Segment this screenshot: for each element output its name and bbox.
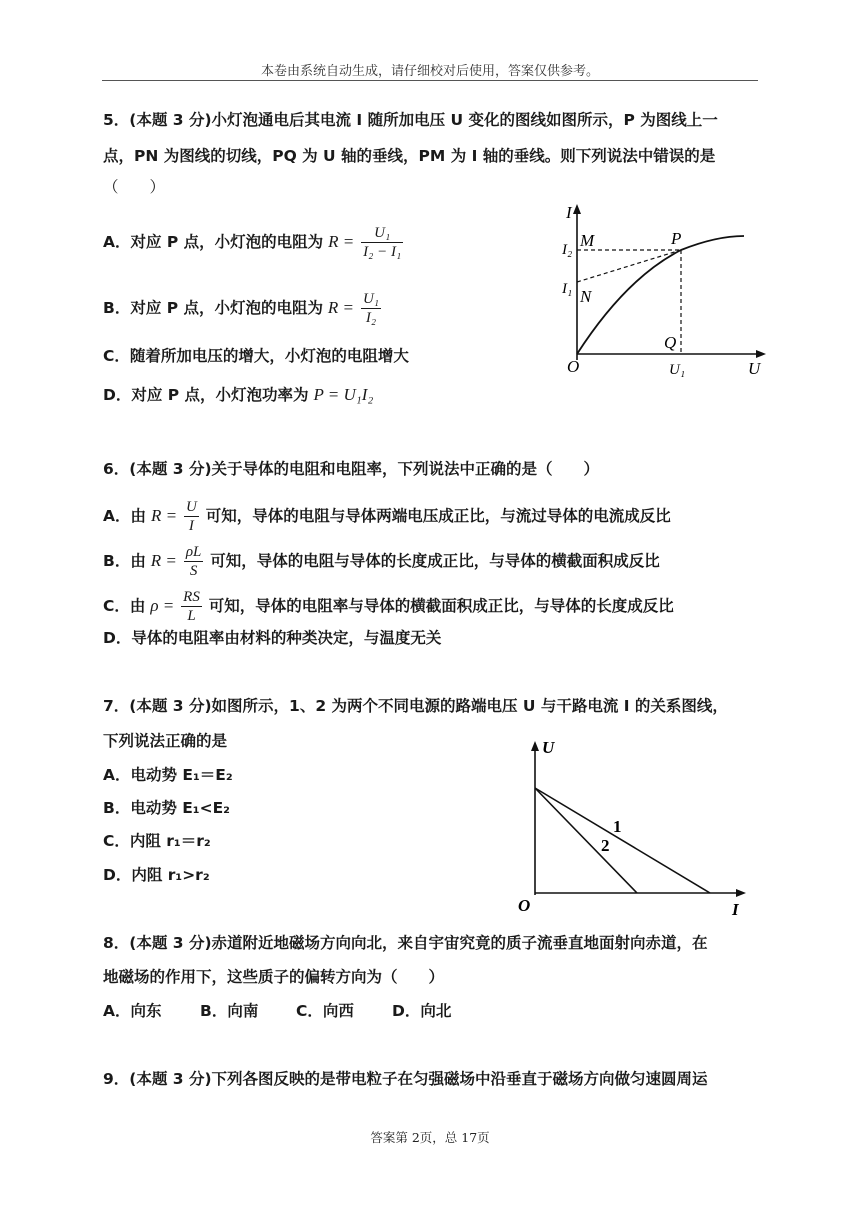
header-divider: [102, 80, 758, 81]
q6-option-b-pre: B．由: [103, 552, 146, 570]
q5-option-b: [103, 290, 383, 327]
q7-stem-line1: 7．(本题 3 分)如图所示，1、2 为两个不同电源的路端电压 U 与干路电流 I 的关系图线，: [103, 697, 728, 715]
q5-option-c: C．随着所加电压的增大，小灯泡的电阻增大: [103, 347, 409, 365]
q5-option-b-lhs: R =: [327, 298, 355, 317]
q5-option-a-text: A．对应 P 点，小灯泡的电阻为: [103, 233, 324, 251]
q5-stem-line2: 点，PN 为图线的切线，PQ 为 U 轴的垂线，PM 为 I 轴的垂线。则下列说法中错误的是: [103, 147, 716, 165]
q7-ui-graph: [510, 735, 760, 920]
q5-option-d: [103, 384, 373, 406]
q6-option-b: [103, 543, 660, 580]
q6-option-a-lhs: R =: [150, 506, 178, 525]
q6-option-c-lhs: ρ =: [150, 596, 175, 615]
q5-axis-u-arrow: [756, 350, 766, 358]
q5-iu-curve: [577, 236, 744, 354]
q5-option-b-numerator: U₁: [362, 291, 380, 307]
q6-option-d: D．导体的电阻率由材料的种类决定，与温度无关: [103, 629, 442, 647]
q5-label-i: I: [566, 203, 572, 222]
q7-option-a: A．电动势 E₁＝E₂: [103, 766, 233, 784]
q5-option-a: [103, 224, 405, 261]
q7-stem-line2: 下列说法正确的是: [103, 732, 228, 750]
q9-stem-line1: 9．(本题 3 分)下列各图反映的是带电粒子在匀强磁场中沿垂直于磁场方向做匀速圆周运: [103, 1070, 708, 1088]
q8-stem-line2: 地磁场的作用下，这些质子的偏转方向为（ ）: [103, 968, 445, 986]
q5-option-a-numerator: U₁: [361, 224, 403, 243]
q5-option-d-text: D．对应 P 点，小灯泡功率为: [103, 386, 309, 404]
q7-label-u: U: [542, 738, 555, 757]
q6-option-b-post: 可知，导体的电阻与导体的长度成正比，与导体的横截面积成反比: [210, 552, 660, 570]
q5-label-i1: I₁: [562, 281, 573, 297]
page-footer: 答案第 2页，总 17页: [370, 1130, 490, 1145]
q8-option-c: C．向西: [296, 1002, 354, 1020]
q5-iu-graph: [556, 200, 772, 382]
q6-option-b-denominator: S: [189, 563, 198, 579]
q7-label-line-2: 2: [601, 836, 610, 855]
q7-label-i: I: [732, 900, 739, 919]
q5-option-d-formula: P = U₁I₂: [313, 385, 374, 404]
q5-option-a-fraction: [361, 224, 403, 261]
q5-option-b-denominator: I₂: [365, 310, 377, 326]
q5-stem-line3: （ ）: [103, 178, 166, 196]
q6-option-b-lhs: R =: [150, 551, 177, 570]
q7-axis-u-arrow: [531, 741, 539, 751]
q5-label-n: N: [580, 287, 592, 306]
q7-label-line-1: 1: [613, 817, 622, 836]
q8-option-a: A．向东: [103, 1002, 162, 1020]
q6-option-a-pre: A．由: [103, 507, 146, 525]
q7-axis-i-arrow: [736, 889, 746, 897]
q7-option-b: B．电动势 E₁<E₂: [103, 799, 230, 817]
q5-label-q: Q: [664, 333, 677, 352]
q6-option-a-numerator: U: [185, 499, 197, 515]
q7-label-origin: O: [518, 896, 531, 915]
q5-label-u: U: [748, 359, 761, 378]
q7-option-c: C．内阻 r₁＝r₂: [103, 832, 211, 850]
q6-option-a-post: 可知，导体的电阻与导体两端电压成正比，与流过导体的电流成反比: [205, 507, 671, 525]
q5-label-i2: I₂: [562, 242, 573, 258]
header-note: 本卷由系统自动生成，请仔细校对后使用，答案仅供参考。: [260, 64, 599, 79]
q8-option-d: D．向北: [392, 1002, 452, 1020]
q5-axis-i-arrow: [573, 204, 581, 214]
q5-label-p: P: [671, 229, 682, 248]
q6-option-c-pre: C．由: [103, 597, 146, 615]
q5-label-m: M: [580, 231, 595, 250]
q6-option-b-fraction: [184, 543, 204, 580]
q6-option-a: [103, 498, 671, 535]
q6-option-b-numerator: ρL: [185, 544, 202, 560]
q6-option-c-post: 可知，导体的电阻率与导体的横截面积成正比，与导体的长度成反比: [208, 597, 674, 615]
q5-stem-line1: 5．(本题 3 分)小灯泡通电后其电流 I 随所加电压 U 变化的图线如图所示，P 为图线上一: [103, 111, 718, 129]
q5-option-a-lhs: R =: [328, 232, 355, 251]
q6-option-c: [103, 588, 674, 625]
q5-tangent-pn: [577, 250, 681, 282]
q7-option-d: D．内阻 r₁>r₂: [103, 866, 210, 884]
q6-option-c-denominator: L: [187, 608, 196, 624]
q8-option-b: B．向南: [200, 1002, 259, 1020]
q6-option-c-numerator: RS: [183, 589, 200, 605]
q8-stem-line1: 8．(本题 3 分)赤道附近地磁场方向向北，来自宇宙究竟的质子流垂直地面射向赤道，在: [103, 934, 708, 952]
q6-stem: 6．(本题 3 分)关于导体的电阻和电阻率，下列说法中正确的是（ ）: [103, 460, 600, 478]
q5-option-b-fraction: [361, 290, 381, 327]
q6-option-a-fraction: [184, 498, 199, 535]
q6-option-a-denominator: I: [188, 518, 194, 534]
q5-label-u1: U₁: [669, 362, 686, 378]
q5-option-a-denominator: I₂ − I₁: [363, 244, 402, 260]
q6-option-c-fraction: [181, 588, 202, 625]
q5-option-b-text: B．对应 P 点，小灯泡的电阻为: [103, 299, 323, 317]
q5-label-origin: O: [567, 357, 580, 376]
